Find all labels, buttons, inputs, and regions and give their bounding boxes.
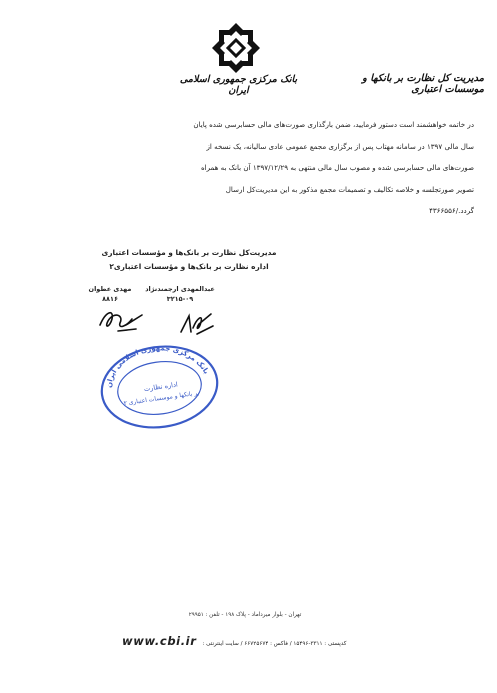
website-link[interactable]: www.cbi.ir	[122, 634, 197, 648]
signer-2-code: ۸۸۱۶	[102, 295, 118, 303]
stamp-outer-text: بانک مرکزی جمهوری اسلامی ایران	[105, 344, 211, 389]
signature-office: اداره نظارت بر بانک‌ها و مؤسسات اعتباری۲	[109, 262, 269, 271]
body-line: سال مالی ۱۳۹۷ در سامانه مهتاب پس از برگزاری مجمع عمومی عادی سالیانه، یک نسخه از	[206, 141, 474, 151]
body-line: صورت‌های مالی حسابرسی شده و مصوب سال مالی منتهی به ۱۳۹۷/۱۲/۲۹ آن بانک به همراه	[200, 163, 474, 173]
signer-2	[86, 284, 134, 304]
department-heading: مدیریت کل نظارت بر بانکها و موسسات اعتباری	[362, 73, 484, 95]
stamp-inner-line-2: بر بانکها و موسسات اعتباری ۲	[123, 389, 200, 408]
footer-contact: کدپستی : ۳۳۱۱-۱۵۴۹۶ / فاکس : ۶۶۷۲۵۶۷۴ / سایت اینترنتی :	[202, 641, 347, 647]
bank-name-logotype: بانک مرکزی جمهوری اسلامی ایران	[179, 74, 298, 96]
central-bank-logo-icon	[211, 22, 261, 74]
signature-1-scribble	[177, 308, 217, 338]
body-line: تصویر صورتجلسه و خلاصه تکالیف و تصمیمات مجمع مذکور به این مدیریت‌کل ارسال	[225, 184, 474, 194]
stamp-inner-line-1: اداره نظارت	[143, 380, 179, 394]
signer-2-name: مهدی عطوان	[88, 285, 132, 293]
signer-1	[130, 284, 230, 304]
letter-body	[98, 114, 474, 222]
footer-contact-row	[122, 634, 482, 648]
signer-1-code: ۳۲۱۵-۰۹	[166, 295, 194, 303]
signature-department: مدیریت‌کل نظارت بر بانک‌ها و مؤسسات اعتباری	[101, 248, 277, 257]
reference-number: گردد./۴۳۶۶۵۵۶	[429, 206, 474, 216]
footer-address: تهران - بلوار میرداماد - پلاک ۱۹۸ - تلفن : ۲۹۹۵۱	[188, 612, 302, 618]
signature-2-scribble	[96, 305, 146, 335]
official-stamp	[98, 344, 221, 430]
body-line: در خاتمه خواهشمند است دستور فرمایید، ضمن بارگذاری صورت‌های مالی حسابرسی شده پایان	[193, 120, 474, 129]
signer-1-name: عبدالمهدی ارجمندنژاد	[145, 285, 215, 293]
